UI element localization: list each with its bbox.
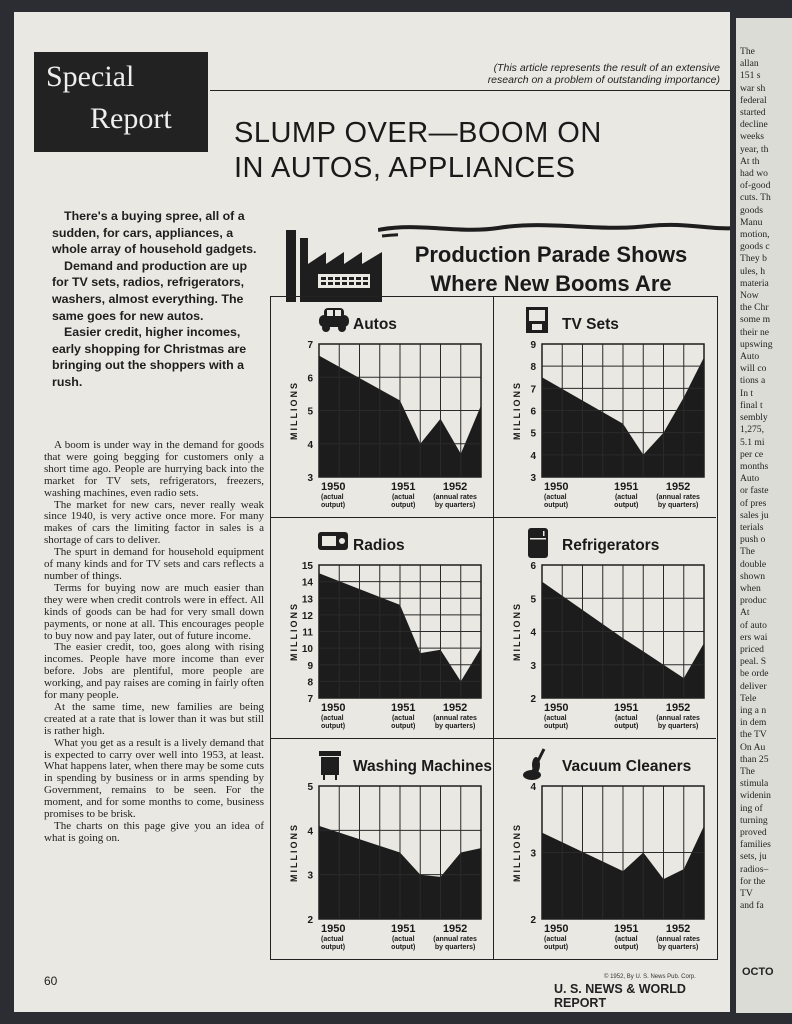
adjacent-page-line: ules, h: [740, 265, 766, 277]
y-tick-label: 13: [301, 594, 313, 606]
adjacent-page-line: motion,: [740, 229, 770, 241]
lead-paragraphs: [52, 208, 266, 391]
y-axis-label: MILLIONS: [289, 602, 299, 661]
y-tick-label: 4: [530, 627, 536, 639]
body-paragraph: Terms for buying now are much easier than they were when credit controls were in effect. All kinds of goods can be had for very small down payments, or none at all. This encourages people to buy now and pay later, out of future income.: [44, 581, 264, 642]
x-tick-sublabel: by quarters): [434, 944, 476, 951]
x-tick-sublabel: (annual rates: [656, 715, 700, 722]
x-tick-label: 1952: [665, 702, 691, 714]
vacuum-cleaners-chart: [494, 739, 716, 959]
adjacent-page-line: peal. S: [740, 656, 767, 668]
adjacent-page-footer: OCTO: [742, 966, 774, 978]
x-tick-label: 1950: [321, 923, 346, 935]
adjacent-page-line: tions a: [740, 375, 766, 387]
x-tick-sublabel: (actual: [391, 715, 415, 722]
fridge-door-line: [530, 538, 546, 540]
adjacent-page-line: The: [740, 765, 755, 777]
washing-machines-chart-name: Washing Machines: [353, 758, 492, 775]
y-axis-label: MILLIONS: [512, 381, 522, 440]
y-tick-label: 15: [301, 561, 313, 572]
headline-line: IN AUTOS, APPLIANCES: [234, 152, 576, 184]
tv-speaker: [532, 324, 542, 330]
adjacent-page-line: produc: [740, 595, 767, 607]
adjacent-page-line: for the: [740, 875, 766, 887]
adjacent-page-line: federal: [740, 94, 767, 106]
y-tick-label: 14: [301, 577, 313, 589]
y-tick-label: 2: [530, 915, 536, 926]
adjacent-page-line: ing a n: [740, 704, 767, 716]
x-tick-sublabel: (annual rates: [656, 494, 700, 501]
vacuum-cleaners-chart-name: Vacuum Cleaners: [562, 758, 692, 775]
y-axis-label: MILLIONS: [289, 823, 299, 882]
tv-sets-chart: [494, 297, 716, 517]
x-tick-sublabel: output): [614, 502, 639, 509]
x-tick-sublabel: output): [544, 944, 569, 951]
y-tick-label: 7: [307, 340, 313, 351]
adjacent-page-line: families: [740, 839, 771, 851]
chart-panel-radios: [271, 518, 494, 739]
x-tick-label: 1951: [390, 702, 416, 714]
x-tick-sublabel: by quarters): [657, 944, 699, 951]
adjacent-page-line: than 25: [740, 753, 769, 765]
y-tick-label: 5: [530, 428, 536, 440]
x-tick-label: 1950: [544, 481, 569, 493]
washer-leg: [335, 775, 337, 780]
x-tick-sublabel: (actual: [544, 936, 567, 943]
vacuum-cleaner-icon: [523, 749, 544, 780]
adjacent-page-line: widenin: [740, 790, 771, 802]
adjacent-page-line: Auto: [740, 473, 760, 485]
x-tick-label: 1952: [442, 702, 468, 714]
adjacent-page-line: sets, ju: [740, 851, 767, 863]
x-tick-sublabel: output): [544, 502, 569, 509]
adjacent-page-line: stimula: [740, 778, 769, 790]
adjacent-page-line: the TV: [740, 729, 767, 741]
x-tick-sublabel: (annual rates: [433, 715, 477, 722]
x-tick-sublabel: (actual: [544, 494, 567, 501]
x-tick-sublabel: by quarters): [434, 723, 476, 730]
tv-icon: [526, 307, 548, 333]
y-tick-label: 8: [307, 677, 313, 689]
research-note: [414, 62, 720, 86]
charts-grid: [270, 296, 718, 960]
y-tick-label: 4: [530, 450, 536, 462]
adjacent-page-line: Now: [740, 290, 759, 302]
adjacent-page-line: cuts. Th: [740, 192, 771, 204]
adjacent-page-line: At th: [740, 155, 760, 167]
body-paragraph: The spurt in demand for household equipment of many kinds and for TV sets and cars reflects a number of things.: [44, 546, 264, 582]
x-tick-sublabel: (actual: [614, 936, 638, 943]
y-tick-label: 9: [307, 660, 313, 672]
x-tick-sublabel: (actual: [614, 494, 638, 501]
body-paragraph: The market for new cars, never really weak since 1940, is very active once more. For many makes of cars the limiting factor in sales is a shortage of cars to deliver.: [44, 498, 264, 547]
adjacent-page-line: had wo: [740, 168, 768, 180]
publication-footer: U. S. NEWS & WORLD REPORT: [554, 982, 686, 1010]
adjacent-page-line: Tele: [740, 692, 757, 704]
body-paragraph: The charts on this page give you an idea of what is going on.: [44, 820, 264, 844]
x-tick-sublabel: (actual: [321, 936, 344, 943]
research-note-line: (This article represents the result of an extensive: [493, 62, 720, 74]
adjacent-page-line: They b: [740, 253, 767, 265]
fridge-handle: [543, 531, 545, 536]
x-tick-sublabel: by quarters): [434, 502, 476, 509]
x-tick-sublabel: output): [391, 723, 416, 730]
y-tick-label: 3: [530, 660, 536, 672]
chart-panel-refrigerators: [494, 518, 716, 739]
x-tick-sublabel: (actual: [614, 715, 638, 722]
adjacent-page-line: and fa: [740, 900, 764, 912]
x-tick-label: 1952: [665, 923, 691, 935]
copyright: © 1952, By U. S. News Pub. Corp.: [604, 974, 696, 980]
body-paragraph: What you get as a result is a lively demand that is expected to carry over well into 1953, at least. What happens later, when there may be some cuts in spending by business or in arms spending by Government, remains to be seen. For the moment, and for some months to come, business promises to be brisk.: [44, 736, 264, 821]
adjacent-page-line: when: [740, 582, 761, 594]
chart-panel-vacuum-cleaners: [494, 739, 716, 959]
vacuum-bag: [532, 757, 540, 773]
x-tick-sublabel: (actual: [391, 494, 415, 501]
adjacent-page-line: radios–: [740, 863, 769, 875]
adjacent-page-line: sales ju: [740, 509, 769, 521]
magazine-page: [14, 12, 730, 1012]
refrigerators-chart: [494, 518, 716, 738]
x-tick-sublabel: output): [321, 502, 346, 509]
smoke-line-icon: [378, 218, 730, 238]
y-tick-label: 5: [307, 782, 313, 793]
adjacent-page-line: of-good: [740, 180, 771, 192]
adjacent-page-line: 5.1 mi: [740, 436, 765, 448]
adjacent-page-line: 151 s: [740, 70, 761, 82]
tv-screen: [529, 310, 545, 321]
adjacent-page-line: proved: [740, 827, 767, 838]
x-tick-sublabel: (actual: [544, 715, 567, 722]
page-number: 60: [44, 974, 58, 988]
adjacent-page-line: deliver: [740, 680, 767, 692]
x-tick-sublabel: output): [391, 944, 416, 951]
adjacent-page-line: At: [740, 607, 750, 619]
adjacent-page-line: of auto: [740, 619, 767, 631]
y-tick-label: 5: [307, 406, 313, 418]
adjacent-page-line: terials: [740, 521, 764, 533]
radios-chart: [271, 518, 493, 738]
adjacent-page-line: double: [740, 558, 767, 570]
body-paragraph: The easier credit, too, goes along with rising incomes. People have more income than ever before. Jobs are plentiful, more people are working, and pay raises are coming in fairly often for many people.: [44, 641, 264, 702]
x-tick-sublabel: (annual rates: [656, 936, 700, 943]
x-tick-sublabel: by quarters): [657, 723, 699, 730]
x-tick-sublabel: output): [544, 723, 569, 730]
y-tick-label: 7: [530, 384, 536, 396]
adjacent-page-line: year, th: [740, 143, 769, 155]
chart-title-line: Where New Booms Are: [430, 271, 672, 296]
washing-machines-chart: [271, 739, 493, 959]
adjacent-page-line: upswing: [740, 338, 773, 350]
radio-icon: [318, 532, 348, 550]
y-tick-label: 7: [307, 694, 313, 705]
adjacent-page-line: weeks: [740, 131, 764, 143]
article-body: [44, 440, 264, 845]
y-tick-label: 3: [307, 473, 313, 484]
adjacent-page-line: ers wai: [740, 631, 768, 643]
x-tick-sublabel: (actual: [321, 715, 344, 722]
headline: [234, 116, 704, 186]
x-tick-label: 1952: [665, 481, 691, 493]
car-window: [335, 310, 341, 316]
adjacent-page-line: will co: [740, 363, 767, 375]
adjacent-page-line: final t: [740, 399, 763, 411]
x-tick-label: 1950: [544, 702, 569, 714]
x-tick-label: 1950: [321, 702, 346, 714]
lead-paragraph: Easier credit, higher incomes, early shopping for Christmas are bringing out the shoppers with a rush.: [52, 325, 247, 389]
refrigerators-chart-name: Refrigerators: [562, 537, 660, 554]
x-tick-sublabel: (annual rates: [433, 494, 477, 501]
radios-chart-name: Radios: [353, 537, 405, 554]
refrigerator-icon: [528, 528, 548, 558]
adjacent-page-line: goods c: [740, 241, 770, 253]
x-tick-sublabel: output): [614, 723, 639, 730]
adjacent-page-line: ing of: [740, 802, 763, 814]
x-tick-sublabel: by quarters): [657, 502, 699, 509]
adjacent-page-line: decline: [740, 119, 768, 131]
x-tick-label: 1950: [321, 481, 346, 493]
research-note-line: research on a problem of outstanding importance): [487, 74, 720, 86]
y-axis-label: MILLIONS: [512, 823, 522, 882]
adjacent-page-line: 1,275,: [740, 424, 764, 436]
adjacent-page: [736, 18, 792, 1013]
y-tick-label: 4: [307, 439, 313, 451]
lead-paragraph: Demand and production are up for TV sets, radios, refrigerators, washers, almost everything. The same goes for new autos.: [52, 258, 248, 323]
adjacent-page-line: Manu: [740, 216, 763, 228]
adjacent-page-line: the Chr: [740, 302, 769, 314]
radio-knob: [339, 538, 345, 544]
adjacent-page-line: materia: [740, 277, 769, 289]
y-tick-label: 3: [307, 870, 313, 882]
autos-chart-name: Autos: [353, 316, 397, 333]
headline-line: SLUMP OVER—BOOM ON: [234, 117, 602, 149]
y-tick-label: 4: [307, 826, 313, 838]
y-tick-label: 2: [530, 694, 536, 705]
x-tick-sublabel: output): [321, 944, 346, 951]
fridge-body: [528, 528, 548, 558]
y-tick-label: 4: [530, 782, 536, 793]
adjacent-page-line: be orde: [740, 668, 769, 680]
y-tick-label: 12: [301, 610, 313, 622]
washer-wringer: [319, 751, 341, 756]
x-tick-label: 1950: [544, 923, 569, 935]
car-wheel: [338, 324, 346, 332]
x-tick-label: 1951: [390, 481, 416, 493]
adjacent-page-line: TV: [740, 888, 753, 900]
adjacent-page-line: On Au: [740, 741, 766, 753]
x-tick-label: 1951: [613, 702, 639, 714]
adjacent-page-line: some m: [740, 314, 771, 326]
special-report-badge: [34, 52, 208, 152]
adjacent-page-line: goods: [740, 204, 763, 216]
y-tick-label: 3: [530, 848, 536, 860]
y-tick-label: 6: [307, 373, 313, 385]
chart-title-line: Production Parade Shows: [414, 242, 688, 267]
x-tick-label: 1952: [442, 481, 468, 493]
adjacent-page-line: months: [740, 460, 769, 472]
report-label: Report: [90, 102, 172, 135]
adjacent-page-line: or faste: [740, 485, 769, 497]
car-icon: [319, 308, 349, 332]
x-tick-label: 1951: [613, 481, 639, 493]
car-wheel: [322, 324, 330, 332]
car-window: [327, 310, 333, 316]
body-paragraph: At the same time, new families are being created at a rate that is lower than it was but still is rather high.: [44, 700, 264, 737]
adjacent-page-line: their ne: [740, 326, 770, 338]
chart-panel-washing-machines: [271, 739, 494, 959]
y-tick-label: 5: [530, 594, 536, 606]
x-tick-sublabel: output): [614, 944, 639, 951]
adjacent-page-text: [740, 46, 792, 912]
washer-tub: [321, 757, 339, 775]
adjacent-page-line: priced: [740, 643, 764, 655]
y-tick-label: 2: [307, 915, 313, 926]
washer-leg: [323, 775, 325, 780]
y-tick-label: 6: [530, 406, 536, 418]
adjacent-page-line: In t: [740, 387, 754, 399]
adjacent-page-line: allan: [740, 58, 759, 70]
adjacent-page-line: sembly: [740, 412, 768, 424]
x-tick-sublabel: output): [391, 502, 416, 509]
adjacent-page-line: shown: [740, 570, 766, 582]
special-label: Special: [46, 60, 135, 93]
lead-paragraph: There's a buying spree, all of a sudden, for cars, appliances, a whole array of household gadgets.: [52, 209, 257, 257]
chart-panel-autos: [271, 297, 494, 518]
chart-panel-tv-sets: [494, 297, 716, 518]
y-tick-label: 6: [530, 561, 536, 572]
autos-chart: [271, 297, 493, 517]
adjacent-page-line: turning: [740, 814, 768, 826]
tv-sets-chart-name: TV Sets: [562, 316, 619, 333]
x-tick-sublabel: (annual rates: [433, 936, 477, 943]
x-tick-label: 1952: [442, 923, 468, 935]
body-paragraph: A boom is under way in the demand for goods that were going begging for customers only a short time ago. People are hurrying back into the market for TV sets, refrigerators, freezers, washing machines, even radio sets.: [44, 439, 264, 499]
washing-machine-icon: [319, 751, 341, 780]
adjacent-page-line: push o: [740, 534, 766, 546]
x-tick-label: 1951: [390, 923, 416, 935]
chart-title: [396, 240, 706, 298]
y-tick-label: 10: [301, 644, 313, 656]
header-rule: [210, 90, 730, 91]
y-tick-label: 11: [302, 627, 313, 639]
x-tick-sublabel: (actual: [391, 936, 415, 943]
x-tick-sublabel: (actual: [321, 494, 344, 501]
adjacent-page-line: Auto: [740, 351, 760, 363]
x-tick-sublabel: output): [321, 723, 346, 730]
y-tick-label: 8: [530, 362, 536, 374]
radio-grille: [322, 536, 336, 546]
adjacent-page-line: per ce: [740, 448, 764, 460]
adjacent-page-line: The: [740, 46, 755, 57]
y-axis-label: MILLIONS: [289, 381, 299, 440]
y-axis-label: MILLIONS: [512, 602, 522, 661]
adjacent-page-line: in dem: [740, 717, 767, 729]
x-tick-label: 1951: [613, 923, 639, 935]
adjacent-page-line: started: [740, 107, 766, 119]
adjacent-page-line: of pres: [740, 497, 767, 509]
adjacent-page-line: The: [740, 546, 755, 558]
y-tick-label: 3: [530, 473, 536, 484]
adjacent-page-line: war sh: [740, 82, 766, 94]
y-tick-label: 9: [530, 340, 536, 351]
